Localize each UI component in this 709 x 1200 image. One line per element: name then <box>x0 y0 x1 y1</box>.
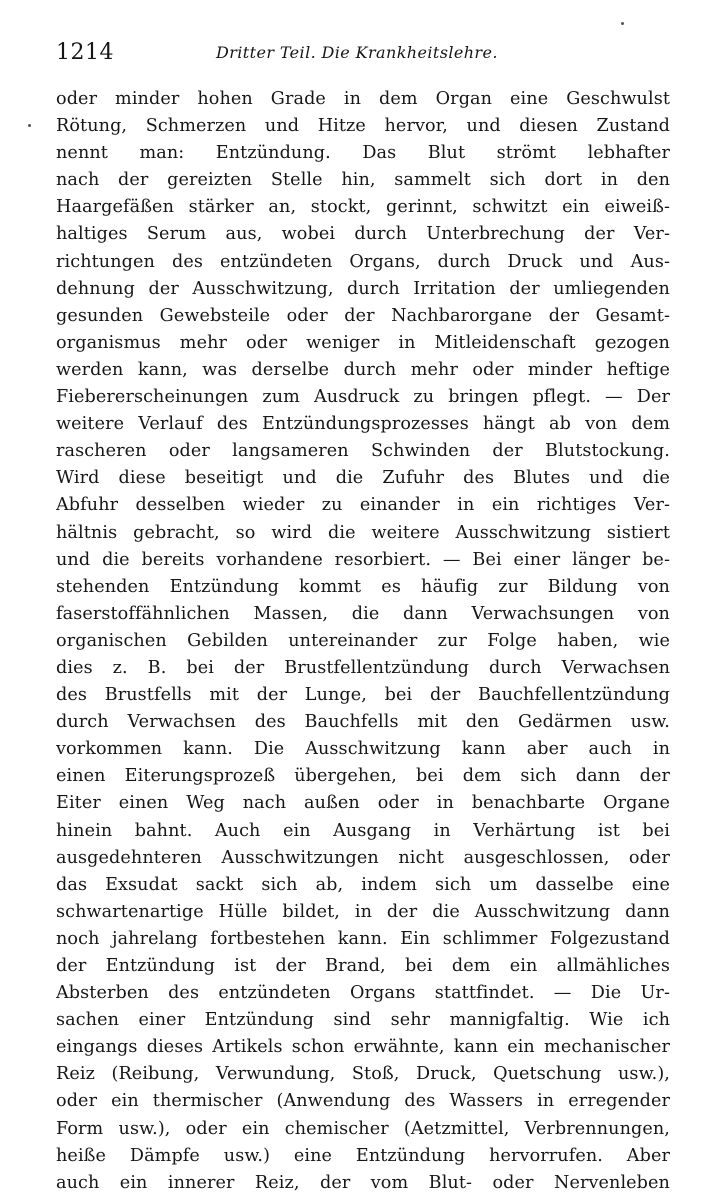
text-line: das Exsudat sackt sich ab, indem sich um dasselbe eine <box>56 874 670 895</box>
text-line: schwartenartige Hülle bildet, in der die Ausschwitzung dann <box>56 901 670 922</box>
text-line: organischen Gebilden untereinander zur Folge haben, wie <box>56 630 670 651</box>
text-line: durch Verwachsen des Bauchfells mit den Gedärmen usw. <box>56 712 670 733</box>
print-speck <box>621 22 624 25</box>
text-line: oder minder hohen Grade in dem Organ eine Geschwulst <box>56 89 670 109</box>
text-line: einen Eiterungsprozeß übergehen, bei dem sich dann der <box>56 766 670 787</box>
text-line: Rötung, Schmerzen und Hitze hervor, und diesen Zustand <box>56 116 670 137</box>
running-head: Dritter Teil. Die Krankheitslehre. <box>216 43 498 62</box>
text-line: gesunden Gewebsteile oder der Nachbarorgane der Gesamt- <box>56 305 670 326</box>
text-line: Form usw.), oder ein chemischer (Aetzmittel, Verbrennungen, <box>56 1118 670 1139</box>
text-line: oder ein thermischer (Anwendung des Wassers in erregender <box>56 1091 670 1112</box>
text-line: Reiz (Reibung, Verwundung, Stoß, Druck, Quetschung usw.), <box>56 1064 670 1085</box>
text-line: Fiebererscheinungen zum Ausdruck zu bringen pflegt. — Der <box>56 387 670 408</box>
text-line: Abfuhr desselben wieder zu einander in ein richtiges Ver- <box>56 495 670 516</box>
text-line: Absterben des entzündeten Organs stattfindet. — Die Ur- <box>56 983 670 1004</box>
text-line: dehnung der Ausschwitzung, durch Irritation der umliegenden <box>56 278 670 299</box>
text-line: rascheren oder langsameren Schwinden der Blutstockung. <box>56 441 670 462</box>
text-line: ausgedehnteren Ausschwitzungen nicht ausgeschlossen, oder <box>56 847 670 868</box>
text-line: haltiges Serum aus, wobei durch Unterbrechung der Ver- <box>56 224 670 245</box>
text-line: Haargefäßen stärker an, stockt, gerinnt, schwitzt ein eiweiß- <box>56 197 670 218</box>
text-line: hinein bahnt. Auch ein Ausgang in Verhärtung ist bei <box>56 820 670 841</box>
text-line: stehenden Entzündung kommt es häufig zur Bildung von <box>56 576 670 597</box>
text-line: eingangs dieses Artikels schon erwähnte, kann ein mechanischer <box>56 1037 670 1058</box>
text-line: nennt man: Entzündung. Das Blut strömt lebhafter <box>56 143 670 164</box>
text-line: Wird diese beseitigt und die Zufuhr des Blutes und die <box>56 468 670 489</box>
page-number: 1214 <box>56 40 114 65</box>
page-header <box>56 40 656 68</box>
text-line: organismus mehr oder weniger in Mitleidenschaft gezogen <box>56 332 670 353</box>
text-line: auch ein innerer Reiz, der vom Blut- oder Nervenleben <box>56 1172 670 1193</box>
text-line: werden kann, was derselbe durch mehr oder minder heftige <box>56 359 670 380</box>
text-line: des Brustfells mit der Lunge, bei der Bauchfellentzündung <box>56 685 670 706</box>
text-line: der Entzündung ist der Brand, bei dem ein allmähliches <box>56 956 670 976</box>
text-line: sachen einer Entzündung sind sehr mannigfaltig. Wie ich <box>56 1010 670 1031</box>
text-line: heiße Dämpfe usw.) eine Entzündung hervorrufen. Aber <box>56 1145 670 1166</box>
body-text <box>56 86 670 1197</box>
text-line: dies z. B. bei der Brustfellentzündung durch Verwachsen <box>56 657 670 678</box>
text-line: und die bereits vorhandene resorbiert. — Bei einer länger be- <box>56 549 670 570</box>
text-line: noch jahrelang fortbestehen kann. Ein schlimmer Folgezustand <box>56 928 670 949</box>
print-speck <box>28 124 31 127</box>
text-line: nach der gereizten Stelle hin, sammelt sich dort in den <box>56 170 670 191</box>
text-line: weitere Verlauf des Entzündungsprozesses hängt ab von dem <box>56 414 670 435</box>
text-line: richtungen des entzündeten Organs, durch Druck und Aus- <box>56 251 670 272</box>
text-line: faserstoffähnlichen Massen, die dann Verwachsungen von <box>56 603 670 624</box>
text-line: hältnis gebracht, so wird die weitere Ausschwitzung sistiert <box>56 522 670 543</box>
text-line: Eiter einen Weg nach außen oder in benachbarte Organe <box>56 793 670 814</box>
text-line: vorkommen kann. Die Ausschwitzung kann aber auch in <box>56 739 670 760</box>
